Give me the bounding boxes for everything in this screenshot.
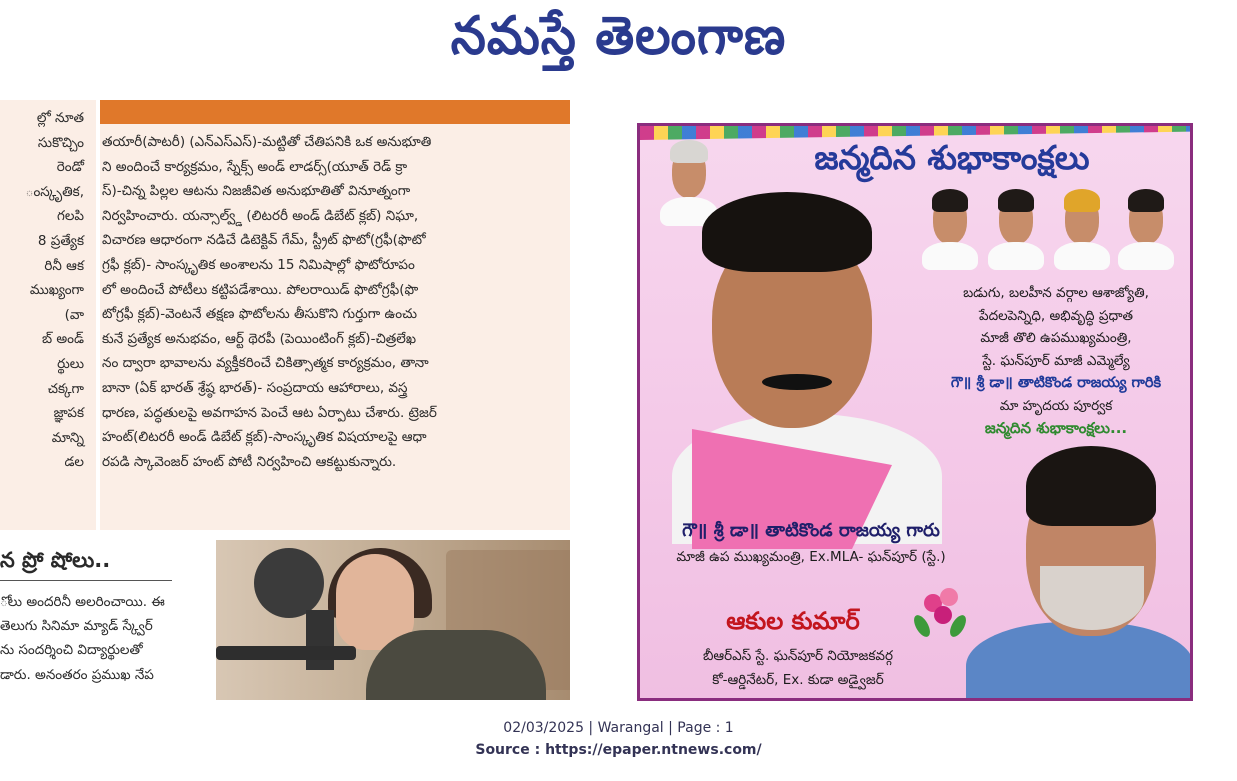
text-line: డల <box>64 454 84 471</box>
text-line: బ్ అండ్ <box>41 331 84 348</box>
portrait-shirt <box>1118 242 1174 270</box>
article-line: టోగ్రఫీ క్లబ్)-వెంటనే తక్షణ ఫొటోలను తీసుకొని గుర్తుగా ఉంచు <box>102 306 418 323</box>
bouquet-flower <box>940 588 958 606</box>
bouquet-flower <box>934 606 952 624</box>
greeting-text <box>916 282 1193 440</box>
text-line: రెండో <box>56 159 84 176</box>
page-footer <box>0 717 1237 761</box>
article-line: లో అందించే పోటీలు కట్టిపడేశాయి. పోలరాయిడ్ ఫొటోగ్రఫీ(ఫొ <box>102 281 419 298</box>
article-line: బానా (ఏక్ భారత్ శ్రేష్ఠ భారత్)- సంప్రదాయ ఆహారాలు, వస్త్ర <box>102 379 408 396</box>
portrait-hair <box>998 189 1034 211</box>
portrait-hair <box>1128 189 1164 211</box>
greeting-line: పేదలపెన్నిధి, అభివృద్ధి ప్రధాత <box>978 307 1134 324</box>
sender-portrait <box>966 446 1193 701</box>
text-line: రినీ ఆక <box>44 257 84 274</box>
text-line: జ్ఞాపక <box>53 405 84 422</box>
honoree-hair <box>702 192 872 272</box>
portrait-turban <box>1064 189 1100 211</box>
honoree-mustache <box>762 374 832 390</box>
left-column-clip <box>0 100 96 530</box>
ad-title: జన్మదిన శుభాకాంక్షలు <box>814 138 1090 177</box>
text-line: (వా <box>64 306 84 323</box>
honoree-portrait <box>692 184 940 514</box>
text-line: మాన్ని <box>51 429 84 446</box>
paintball-gun-hopper <box>254 548 324 618</box>
paintball-gun-barrel <box>216 646 356 660</box>
portrait-shirt <box>988 242 1044 270</box>
honoree-caption-designation: మాజీ ఉప ముఖ్యమంత్రి, Ex.MLA- ఘన్‌పూర్ (స్టే.) <box>676 549 946 565</box>
article-line: స్)-చిన్న పిల్లల ఆటను నిజజీవిత అనుభూతితో వినూత్నంగా <box>102 183 411 200</box>
sender-name: ఆకుల కుమార్ <box>726 606 860 635</box>
source-link[interactable]: Source : https://epaper.ntnews.com/ <box>475 742 762 758</box>
text-line: 8 ప్రత్యేక <box>37 232 84 249</box>
text-line: ముఖ్యంగా <box>29 282 84 299</box>
sender-designation-line: కో-ఆర్డినేటర్, Ex. కుడా అడ్వైజర్ <box>712 672 884 688</box>
text-line: ోలు అందరినీ అలరించాయి. ఈ <box>0 594 165 610</box>
paintball-photo <box>216 540 570 700</box>
newspaper-title: నమస్తే తెలంగాణ <box>450 4 787 67</box>
paintball-gun-stock <box>306 610 334 670</box>
section2-text <box>0 590 214 687</box>
text-line: చక్కగా <box>47 380 84 397</box>
text-line: తెలుగు సినిమా మ్యాడ్ స్క్వేర్ <box>0 618 153 635</box>
leader-portrait <box>1054 184 1110 270</box>
text-line: గలపి <box>56 208 84 225</box>
article-line: కునే ప్రత్యేక అనుభవం, ఆర్ట్ థెరపీ (పెయింటింగ్ క్లబ్)-చిత్రలేఖ <box>102 330 417 347</box>
article-line: నిర్వహించారు. యన్సాల్వ్డ్ (లిటరరీ అండ్ డిబేట్ క్లబ్) నిఘా, <box>102 207 419 224</box>
sender-hair <box>1026 446 1156 526</box>
article-line: విచారణ ఆధారంగా నడిచే డిటెక్టివ్ గేమ్, స్ట్రీట్ ఫొటో(గ్రఫీ(ఫొటో <box>102 232 426 249</box>
sender-designation-line: బీఆర్ఎస్ స్టే. ఘన్‌పూర్ నియోజకవర్గ <box>702 648 894 664</box>
birthday-advertisement <box>637 123 1193 701</box>
article-line: హంట్(లిటరరీ అండ్ డిబేట్ క్లబ్)-సాంస్కృతిక విషయాలపై ఆధా <box>102 429 427 446</box>
text-line: డారు. అనంతరం ప్రముఖ నేప <box>0 666 154 683</box>
wish-line: మా హృదయ పూర్వక <box>999 397 1113 414</box>
main-article <box>100 100 570 530</box>
leader-portrait <box>988 184 1044 270</box>
article-line: నం ద్వారా భావాలను వ్యక్తీకరించే చికిత్సాత్మక కార్యక్రమం, తానా <box>102 355 429 372</box>
article-line: ని అందించే కార్యక్రమం, స్నేక్స్ అండ్ లాడర్స్(యూత్ రెడ్ క్రా <box>102 158 408 175</box>
honoree-caption-name: గౌ॥ శ్రీ డా॥ తాటికొండ రాజయ్య గారు <box>682 520 940 541</box>
greeting-line: స్టే. ఘన్‌పూర్ మాజీ ఎమ్మెల్యే <box>982 352 1130 369</box>
text-line: సుకొచ్చిం <box>37 134 84 151</box>
honoree-caption <box>646 520 976 568</box>
honoree-line: గౌ॥ శ్రీ డా॥ తాటికొండ రాజయ్య గారికి <box>950 375 1162 391</box>
text-line: ను సందర్శించి విద్యార్థులతో <box>0 642 143 659</box>
article-line: ధారణ, పద్ధతులపై అవగాహన పెంచే ఆట ఏర్పాటు చేశారు. ట్రెజర్ <box>102 404 437 421</box>
sender-designation <box>648 644 948 692</box>
article-line: గ్రఫీ క్లబ్)- సాంస్కృతిక అంశాలను 15 నిమిషాల్లో ఫొటోరూపం <box>102 256 415 273</box>
section-band <box>100 100 570 124</box>
leader-portrait <box>1118 184 1174 270</box>
greeting-line: బడుగు, బలహీన వర్గాల ఆశాజ్యోతి, <box>963 285 1149 301</box>
flower-bouquet <box>910 584 974 644</box>
portrait-shirt <box>1054 242 1110 270</box>
text-line: ల్లో నూత <box>36 110 84 126</box>
sender-beard <box>1040 566 1144 630</box>
masthead <box>0 0 1237 100</box>
wishes-line: జన్మదిన శుభాకాంక్షలు... <box>984 419 1128 437</box>
photo-person-body <box>366 630 546 700</box>
greeting-line: మాజీ తొలి ఉపముఖ్యమంత్రి, <box>980 330 1132 346</box>
section-heading: న ప్రో షోలు.. <box>0 548 172 581</box>
text-line: ర్థులు <box>57 355 84 372</box>
edition-info: 02/03/2025 | Warangal | Page : 1 <box>503 720 734 736</box>
text-line: ంస్కృతిక, <box>25 183 84 200</box>
article-line: రపడి స్కావెంజర్ హంట్ పోటీ నిర్వహించి ఆకట్టుకున్నారు. <box>102 453 397 470</box>
article-line: తయారీ(పాటరీ) (ఎన్ఎస్ఎస్)-మట్టితో చేతిపనికి ఒక అనుభూతి <box>102 134 432 150</box>
portrait-hair <box>670 140 707 164</box>
